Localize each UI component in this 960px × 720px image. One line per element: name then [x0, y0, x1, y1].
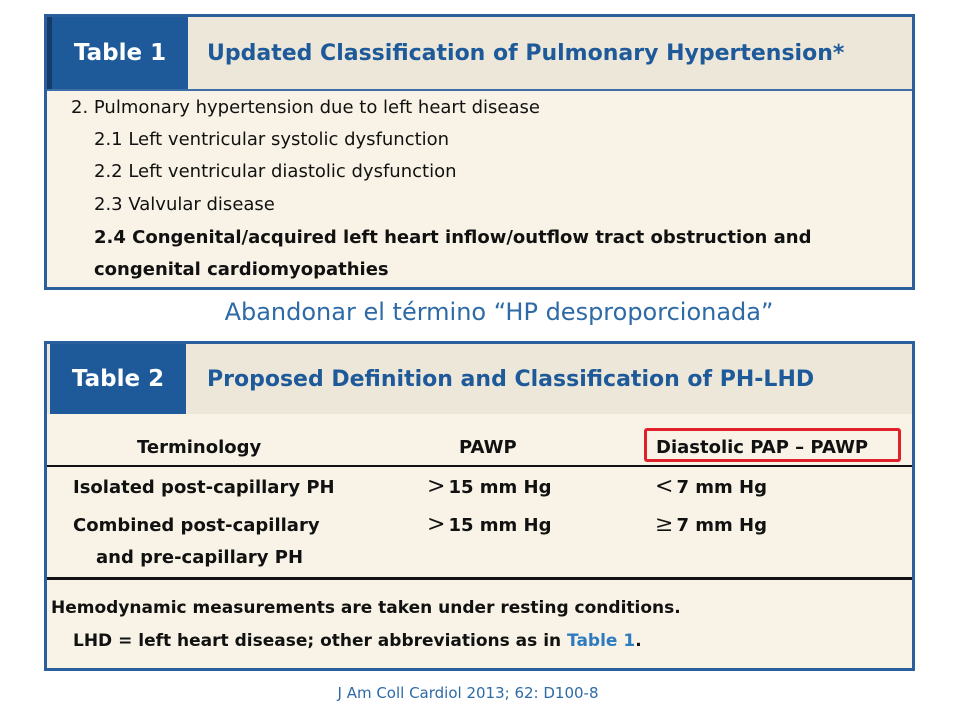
table-1-header — [47, 17, 912, 89]
table-1-link[interactable]: Table 1 — [567, 631, 636, 651]
row-1-pawp-value: 15 mm Hg — [448, 477, 552, 498]
table-1-title: Updated Classification of Pulmonary Hypertension* — [207, 40, 845, 66]
row-2-dpg-value: 7 mm Hg — [676, 515, 767, 536]
table-1-line-2-4: 2.4 Congenital/acquired left heart inflow/outflow tract obstruction and — [94, 227, 812, 248]
table-1-line-2-2: 2.2 Left ventricular diastolic dysfunction — [94, 161, 457, 182]
slide-caption: Abandonar el término “HP desproporcionada” — [224, 298, 774, 326]
table-1-line-2-3: 2.3 Valvular disease — [94, 194, 275, 215]
table-2-title: Proposed Definition and Classification of PH-LHD — [207, 366, 815, 392]
row-1-pawp — [427, 474, 551, 499]
footnote-period: . — [635, 631, 642, 651]
table-1-panel — [44, 14, 915, 290]
table-1-line-group: 2. Pulmonary hypertension due to left heart disease — [71, 97, 540, 118]
table-2-header — [47, 344, 912, 414]
citation: J Am Coll Cardiol 2013; 62: D100-8 — [337, 684, 599, 702]
table-2-bottom-rule — [47, 577, 912, 580]
row-1-dpg-value: 7 mm Hg — [676, 477, 767, 498]
table-2-panel — [44, 341, 915, 671]
table-1-header-rule — [47, 89, 912, 91]
footnote-abbreviations — [73, 631, 642, 651]
greater-equal-symbol: ≥ — [655, 512, 674, 537]
column-header-pawp: PAWP — [459, 437, 517, 458]
footnote-hemodynamic: Hemodynamic measurements are taken under resting conditions. — [51, 598, 681, 618]
row-2-dpg — [655, 512, 767, 537]
table-1-line-2-4-cont: congenital cardiomyopathies — [94, 259, 389, 280]
row-2-pawp-value: 15 mm Hg — [448, 515, 552, 536]
table-2-number: Table 2 — [50, 344, 186, 414]
diastolic-gradient-highlight — [644, 428, 901, 462]
table-1-number: Table 1 — [47, 17, 188, 89]
footnote-abbreviations-text: LHD = left heart disease; other abbreviations as in — [73, 631, 568, 651]
row-2-pawp — [427, 512, 551, 537]
row-2-terminology-cont: and pre-capillary PH — [96, 547, 304, 568]
greater-than-symbol: > — [427, 474, 446, 499]
less-than-symbol: < — [655, 474, 674, 499]
greater-than-symbol: > — [427, 512, 446, 537]
column-header-diastolic-gradient: Diastolic PAP – PAWP — [656, 437, 869, 458]
row-1-terminology: Isolated post-capillary PH — [73, 477, 335, 498]
table-2-header-rule — [47, 465, 912, 467]
row-2-terminology: Combined post-capillary — [73, 515, 320, 536]
column-header-terminology: Terminology — [137, 437, 262, 458]
table-1-line-2-1: 2.1 Left ventricular systolic dysfunction — [94, 129, 450, 150]
row-1-dpg — [655, 474, 767, 499]
